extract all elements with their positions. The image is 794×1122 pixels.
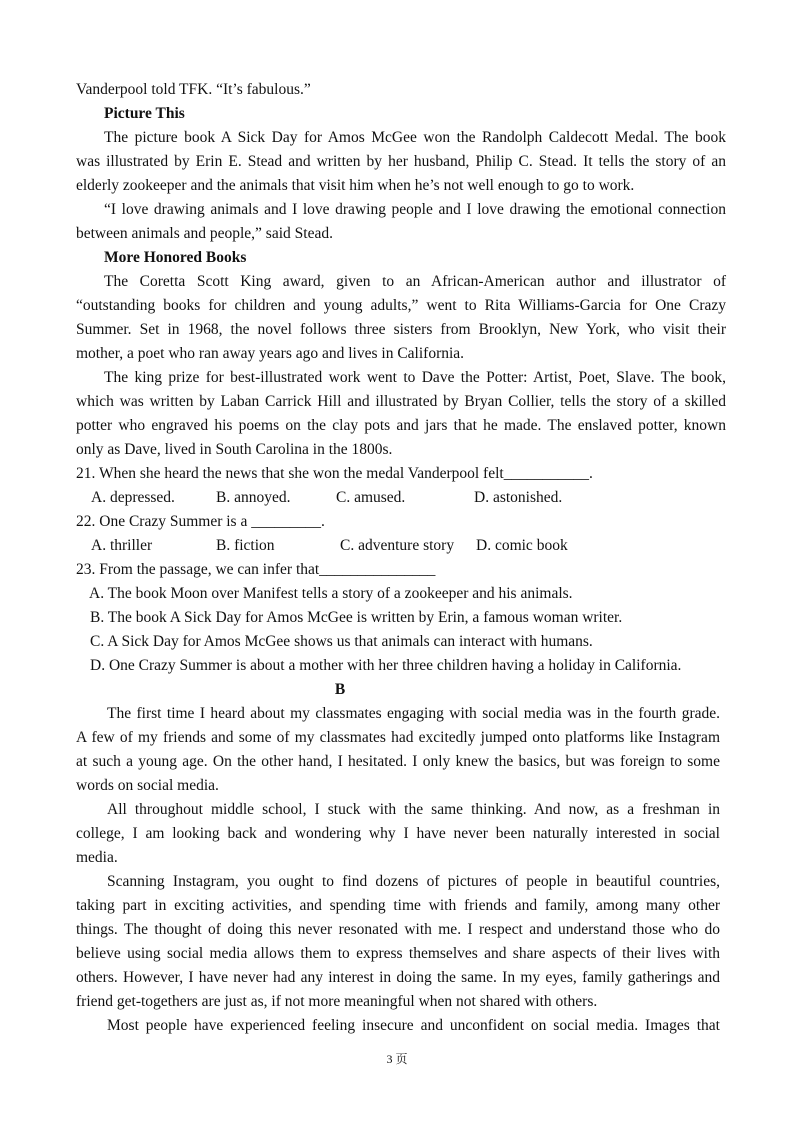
paragraph-line: college, I am looking back and wondering why I have never been naturally interested in social [76, 825, 720, 842]
paragraph-line: at such a young age. On the other hand, I hesitated. I only knew the basics, but was foreign to some [76, 753, 720, 770]
option-c: C. adventure story [340, 537, 455, 554]
option-c: C. A Sick Day for Amos McGee shows us that animals can interact with humans. [90, 633, 593, 650]
paragraph-line: The king prize for best-illustrated work went to Dave the Potter: Artist, Poet, Slave. The book, [104, 369, 726, 386]
paragraph-line: words on social media. [76, 777, 219, 794]
paragraph-line: media. [76, 849, 118, 866]
passage-label: B [334, 681, 346, 698]
paragraph-line: only as Dave, lived in South Carolina in the 1800s. [76, 441, 393, 458]
question-stem: 22. One Crazy Summer is a _________. [76, 513, 325, 530]
paragraph-line: The Coretta Scott King award, given to an African-American author and illustrator of [104, 273, 726, 290]
paragraph-line: which was written by Laban Carrick Hill and illustrated by Bryan Collier, tells the story of a skilled [76, 393, 726, 410]
option-a: A. thriller [91, 537, 153, 554]
paragraph-line: mother, a poet who ran away years ago and lives in California. [76, 345, 465, 362]
paragraph-line: The picture book A Sick Day for Amos McGee won the Randolph Caldecott Medal. The book [104, 129, 726, 146]
paragraph-line: Summer. Set in 1968, the novel follows three sisters from Brooklyn, New York, who visit their [76, 321, 726, 338]
option-d: D. One Crazy Summer is about a mother with her three children having a holiday in California. [90, 657, 682, 674]
paragraph-line: things. The thought of doing this never resonated with me. I respect and understand those who do [76, 921, 720, 938]
paragraph-line: “outstanding books for children and young adults,” went to Rita Williams-Garcia for One Crazy [76, 297, 726, 314]
question-options [76, 486, 726, 510]
option-b: B. annoyed. [216, 489, 291, 506]
option-a: A. The book Moon over Manifest tells a story of a zookeeper and his animals. [89, 585, 573, 602]
option-d: D. comic book [476, 537, 568, 554]
text-line: Vanderpool told TFK. “It’s fabulous.” [76, 81, 311, 98]
paragraph-line: between animals and people,” said Stead. [76, 225, 333, 242]
paragraph-line: friend get-togethers are just as, if not more meaningful when not shared with others. [76, 993, 598, 1010]
question-options [76, 534, 726, 558]
section-heading: More Honored Books [104, 249, 247, 266]
paragraph-line: was illustrated by Erin E. Stead and written by her husband, Philip C. Stead. It tells the story of an [76, 153, 726, 170]
option-c: C. amused. [336, 489, 406, 506]
paragraph-line: Scanning Instagram, you ought to find dozens of pictures of people in beautiful countries, [107, 873, 720, 890]
option-d: D. astonished. [474, 489, 563, 506]
paragraph-line: elderly zookeeper and the animals that visit him when he’s not well enough to go to work. [76, 177, 635, 194]
paragraph-line: All throughout middle school, I stuck with the same thinking. And now, as a freshman in [107, 801, 720, 818]
paragraph-line: others. However, I have never had any interest in doing the same. In my eyes, family gatherings and [76, 969, 720, 986]
option-a: A. depressed. [91, 489, 175, 506]
paragraph-line: A few of my friends and some of my classmates had excitedly jumped onto platforms like Instagram [76, 729, 720, 746]
paragraph-line: potter who engraved his poems on the clay pots and jars that he made. The enslaved potter, known [76, 417, 726, 434]
paragraph-line: believe using social media allows them to express themselves and share aspects of their lives with [76, 945, 720, 962]
question-stem: 23. From the passage, we can infer that_______________ [76, 561, 436, 578]
question-stem: 21. When she heard the news that she won the medal Vanderpool felt___________. [76, 465, 593, 482]
paragraph-line: Most people have experienced feeling insecure and unconfident on social media. Images that [107, 1017, 720, 1034]
section-heading: Picture This [104, 105, 185, 122]
page-number: 3 页 [386, 1052, 408, 1066]
paragraph-line: “I love drawing animals and I love drawing people and I love drawing the emotional connection [104, 201, 726, 218]
paragraph-line: The first time I heard about my classmates engaging with social media was in the fourth grade. [107, 705, 720, 722]
option-b: B. fiction [216, 537, 275, 554]
option-b: B. The book A Sick Day for Amos McGee is written by Erin, a famous woman writer. [90, 609, 623, 626]
paragraph-line: taking part in exciting activities, and spending time with friends and family, among many other [76, 897, 720, 914]
